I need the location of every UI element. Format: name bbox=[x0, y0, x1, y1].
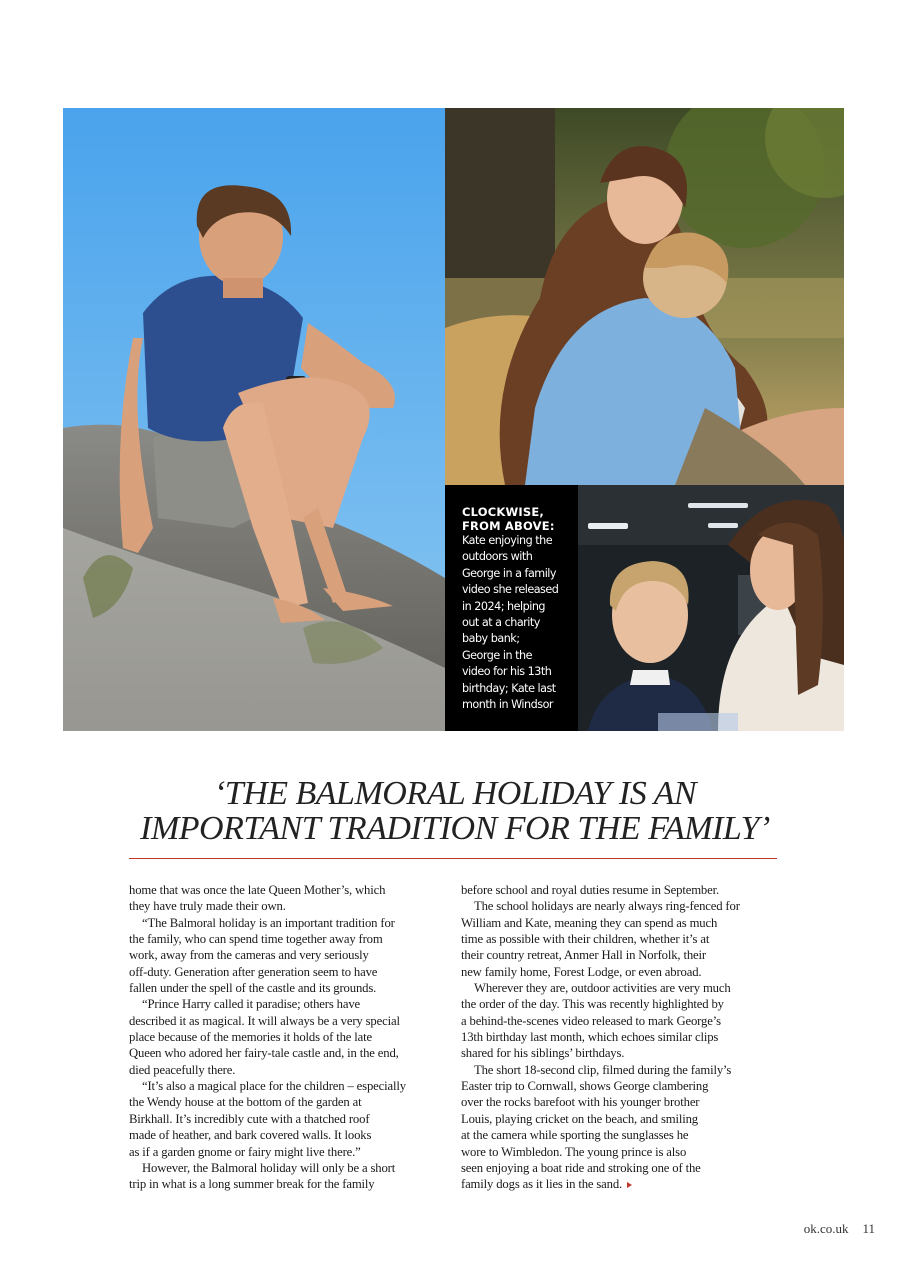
page-footer bbox=[790, 1221, 875, 1237]
article-paragraph: Wherever they are, outdoor activities are very much the order of the day. This was recently highlighted by a behind-the-scenes video released to mark George’s 13th birthday last month, which echoes similar clips shared for his siblings’ birthdays. bbox=[461, 981, 731, 1061]
pull-quote-divider bbox=[129, 858, 777, 859]
article-paragraph: “Prince Harry called it paradise; others have described it as magical. It will always be a very special place because of the memories it holds of the late Queen who adored her fairy-tale castle and, in the end, died peacefully there. bbox=[129, 997, 400, 1077]
article-paragraph-last bbox=[461, 1062, 781, 1193]
caption-text: Kate enjoying the outdoors with George in a family video she released in 2024; helping out at a charity baby bank; George in the video for his 13th birthday; Kate last month in Windsor bbox=[462, 534, 559, 712]
photo-charity-baby-bank bbox=[578, 485, 844, 731]
article-paragraph: home that was once the late Queen Mother’s, which they have truly made their own. bbox=[129, 883, 386, 914]
article-column-right bbox=[461, 882, 781, 1193]
article-paragraph: before school and royal duties resume in September. bbox=[461, 883, 720, 897]
photo-kate-hugging-george bbox=[445, 108, 844, 485]
article-column-left bbox=[129, 882, 449, 1193]
article-paragraph: The school holidays are nearly always ring-fenced for William and Kate, meaning they can spend as much time as possible with their children, whether it’s at their country retreat, Anmer Hall in Norfolk, their new family home, Forest Lodge, or even abroad. bbox=[461, 899, 740, 979]
caption-heading: CLOCKWISE, FROM ABOVE: bbox=[462, 505, 555, 533]
article-paragraph-text: The short 18-second clip, filmed during the family’s Easter trip to Cornwall, shows George clambering over the rocks barefoot with his younger brother Louis, playing cricket on the beach, and smiling at the camera while sporting the sunglasses he wore to Wimbledon. The young prince is also seen enjoying a boat ride and stroking one of the family dogs as it lies in the sand. bbox=[461, 1062, 732, 1192]
footer-site: ok.co.uk bbox=[803, 1221, 849, 1236]
article-paragraph: However, the Balmoral holiday will only be a short trip in what is a long summer break for the family bbox=[129, 1160, 396, 1192]
page-number: 11 bbox=[862, 1221, 875, 1236]
article-paragraph: “It’s also a magical place for the children – especially the Wendy house at the bottom of the garden at Birkhall. It’s incredibly cute with a thatched roof made of heather, and bark covered walls. It looks as if a garden gnome or fairy might live there.” bbox=[129, 1079, 406, 1159]
article-paragraph: “The Balmoral holiday is an important tradition for the family, who can spend time together away from work, away from the cameras and very seriously off-duty. Generation after generation seem to have fallen under the spell of the castle and its grounds. bbox=[129, 915, 395, 996]
photo-caption-box bbox=[445, 485, 578, 731]
article-end-mark-icon bbox=[627, 1182, 632, 1188]
pull-quote: ‘THE BALMORAL HOLIDAY IS AN IMPORTANT TRADITION FOR THE FAMILY’ bbox=[140, 775, 770, 847]
photo-george-on-rock bbox=[63, 108, 445, 731]
